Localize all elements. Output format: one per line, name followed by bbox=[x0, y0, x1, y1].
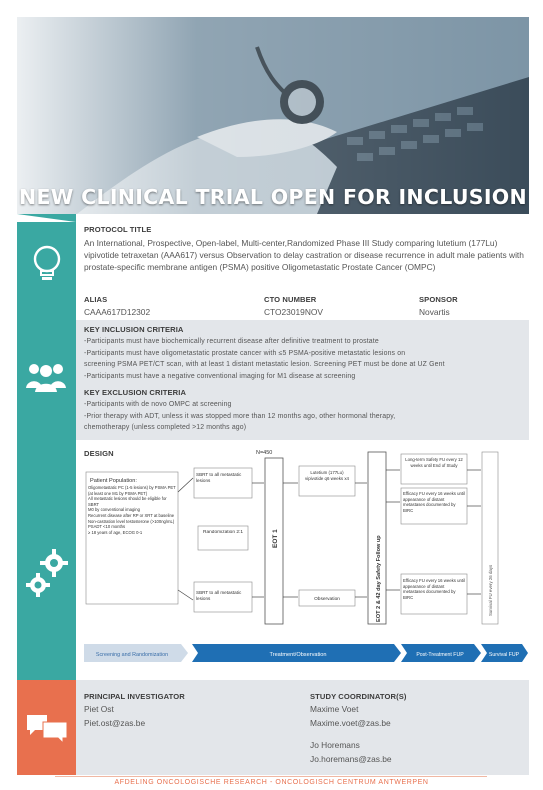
gears-icon bbox=[22, 545, 74, 605]
exclusion-item: -Prior therapy with ADT, unless it was stopped more than 12 months ago, other hormonal therapy, bbox=[84, 412, 396, 420]
exclusion-heading: KEY EXCLUSION CRITERIA bbox=[84, 388, 187, 397]
sbrt-top-label: SBRT to all metastatic lesions bbox=[196, 472, 242, 483]
coordinator-1-email[interactable]: Maxime.voet@zas.be bbox=[310, 718, 391, 728]
chat-bubbles-icon bbox=[25, 712, 69, 744]
observation-label: Observation bbox=[314, 597, 340, 602]
longterm-safety-label: Long-term Safety FU every 12 weeks until End of Study bbox=[405, 457, 463, 468]
hero-banner bbox=[17, 17, 529, 214]
alias-label: ALIAS bbox=[84, 295, 108, 304]
sbrt-top-label-wrap bbox=[196, 472, 250, 496]
efficacy-bottom-label-wrap bbox=[403, 578, 465, 612]
phase-screening-label: Screening and Randomization bbox=[95, 652, 169, 658]
study-design-diagram bbox=[76, 440, 529, 680]
rail-notch bbox=[17, 214, 76, 222]
eot2-label: EOT 2 & 42 day Safety Follow up bbox=[376, 535, 382, 622]
coordinator-2-name: Jo Horemans bbox=[310, 740, 360, 750]
criteria-section bbox=[76, 320, 529, 440]
design-section bbox=[76, 440, 529, 680]
exclusion-list bbox=[84, 399, 524, 434]
lightbulb-icon bbox=[28, 243, 66, 285]
population-item: Oligometastatic PC (1-5 lesions) by PSMA PET (at least one M1 by PSMA PET) bbox=[88, 485, 176, 496]
group-people-icon bbox=[25, 360, 67, 394]
eot1-label: EOT 1 bbox=[272, 529, 279, 548]
alias-value: CAAA617D12302 bbox=[84, 307, 151, 317]
inclusion-item: screening PSMA PET/CT scan, with at least 1 distant metastatic lesion. Screening PET must be done at UZ Gent bbox=[84, 361, 445, 369]
protocol-title-heading: PROTOCOL TITLE bbox=[84, 225, 152, 234]
pi-email[interactable]: Piet.ost@zas.be bbox=[84, 718, 146, 728]
study-coordinator-heading: STUDY COORDINATOR(S) bbox=[310, 692, 407, 701]
exclusion-item: -Participants with de novo OMPC at screening bbox=[84, 401, 232, 408]
sbrt-bottom-label: SBRT to all metastatic lesions bbox=[196, 590, 242, 601]
contacts-section bbox=[76, 680, 529, 775]
sbrt-bottom-label-wrap bbox=[196, 590, 250, 610]
efficacy-top-label: Efficacy FU every 16 weeks until appearance of distant metastases documented by BIRC bbox=[403, 491, 465, 513]
exclusion-item: chemotherapy (unless completed >12 months ago) bbox=[84, 424, 247, 432]
protocol-section bbox=[76, 222, 529, 320]
inclusion-item: -Participants must have biochemically recurrent disease after definitive treatment to prostate bbox=[84, 338, 379, 345]
cto-number-value: CTO23019NOV bbox=[264, 307, 323, 317]
phase-treatment-label: Treatment/Observation bbox=[269, 652, 327, 658]
randomization-label: Randomization 2:1 bbox=[203, 530, 243, 535]
n-label: N=450 bbox=[256, 450, 273, 456]
randomization-label-wrap bbox=[200, 530, 246, 548]
footer-divider bbox=[55, 776, 487, 777]
pi-name: Piet Ost bbox=[84, 704, 114, 714]
survival-vertical-label: Survival FU every 26 days bbox=[488, 564, 493, 616]
population-item: M0 by conventional imaging bbox=[88, 507, 140, 513]
protocol-title-text: An International, Prospective, Open-label, Multi-center,Randomized Phase III Study comparing lutetium (177Lu) vipivotide tetraxetan (AAA617) versus Observation to delay castration or disease recurrence in adult male patients with prostate-specific membrane antigen (PSMA) positive Oligometastatic Prostate Cancer (OMPC) bbox=[84, 238, 524, 273]
coordinator-1-name: Maxime Voet bbox=[310, 704, 359, 714]
footer-text: AFDELING ONCOLOGISCHE RESEARCH - ONCOLOGISCH CENTRUM ANTWERPEN bbox=[114, 779, 429, 786]
population-item: ≥ 18 years of age, ECOG 0-1 bbox=[88, 529, 143, 535]
inclusion-item: -Participants must have oligometastatic prostate cancer with ≤5 PSMA-positive metastatic lesions on bbox=[84, 349, 406, 357]
population-items bbox=[88, 485, 176, 603]
arrow-line bbox=[178, 478, 193, 492]
phase-posttreatment-label: Post-Treatment FUP bbox=[416, 652, 464, 658]
longterm-label-wrap bbox=[403, 457, 465, 483]
inclusion-list bbox=[84, 336, 524, 382]
lutetium-label: Lutetium (177Lu) vipivotide q6 weeks x4 bbox=[305, 470, 349, 481]
cto-number-label: CTO NUMBER bbox=[264, 295, 317, 304]
population-item: Non-castration level testosterone (>100ng/mL) bbox=[88, 518, 175, 524]
left-rail-teal bbox=[17, 222, 76, 680]
lutetium-label-wrap bbox=[301, 470, 353, 494]
efficacy-top-label-wrap bbox=[403, 491, 465, 523]
inclusion-item: -Participants must have a negative conventional imaging for M1 disease at screening bbox=[84, 372, 356, 380]
arrow-line bbox=[178, 590, 193, 600]
hero-title: NEW CLINICAL TRIAL OPEN FOR INCLUSION bbox=[19, 185, 527, 209]
population-item: All metastatic lesions should be eligible for SBRT bbox=[88, 496, 167, 507]
population-item: Recurrent disease after RP or XRT at baseline bbox=[88, 512, 175, 518]
coordinator-2-email[interactable]: Jo.horemans@zas.be bbox=[310, 754, 392, 764]
sponsor-value: Novartis bbox=[419, 307, 450, 317]
sponsor-label: SPONSOR bbox=[419, 295, 458, 304]
population-title: Patient Population: bbox=[90, 478, 137, 484]
inclusion-heading: KEY INCLUSION CRITERIA bbox=[84, 325, 184, 334]
design-heading: DESIGN bbox=[84, 449, 114, 458]
population-item: PSADT <10 months bbox=[88, 524, 126, 530]
pi-heading: PRINCIPAL INVESTIGATOR bbox=[84, 692, 185, 701]
phase-survival-label: Survival FUP bbox=[488, 652, 520, 658]
efficacy-bottom-label: Efficacy FU every 16 weeks until appearance of distant metastases documented by BIRC bbox=[403, 578, 465, 600]
